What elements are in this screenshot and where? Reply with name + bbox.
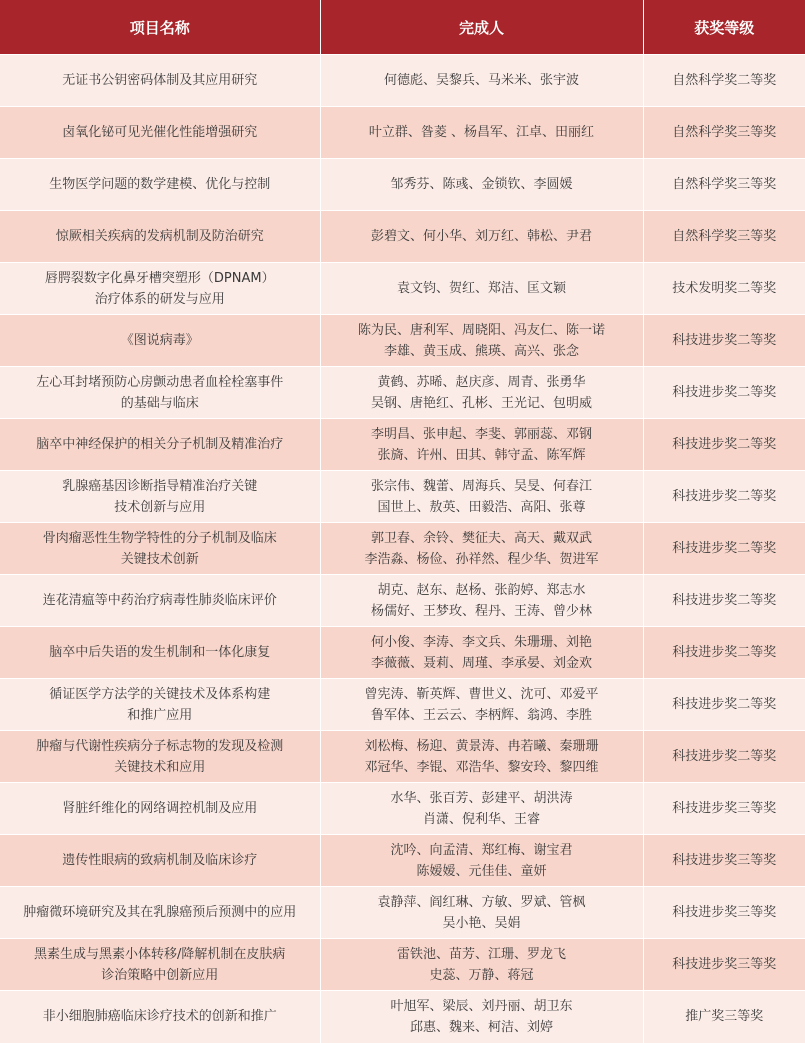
project-name-cell-line: 脑卒中神经保护的相关分子机制及精准治疗	[36, 437, 284, 452]
completers-cell-line: 彭碧文、何小华、刘万红、韩松、尹君	[370, 229, 592, 244]
completers-cell-line: 曾宪涛、靳英辉、曹世义、沈可、邓爱平	[364, 686, 599, 702]
table-row	[0, 419, 805, 471]
project-name-cell	[0, 783, 320, 835]
project-name-cell	[0, 939, 320, 991]
header-completers: 完成人	[320, 0, 643, 55]
completers-cell	[320, 835, 643, 887]
completers-cell-line: 水华、张百芳、彭建平、胡洪涛	[390, 790, 573, 806]
table-row	[0, 523, 805, 575]
table-body	[0, 55, 805, 1043]
completers-cell-line: 邓冠华、李锟、邓浩华、黎安玲、黎四维	[364, 759, 599, 775]
completers-cell-line: 国世上、敖英、田毅浩、高阳、张尊	[377, 499, 586, 515]
award-level-cell: 自然科学奖三等奖	[643, 211, 805, 263]
project-name-cell-line: 乳腺癌基因诊断指导精准治疗关键	[62, 478, 258, 494]
table-row	[0, 211, 805, 263]
completers-cell-line: 黄鹤、苏晞、赵庆彦、周青、张勇华	[377, 374, 586, 390]
award-level-cell: 科技进步奖二等奖	[643, 523, 805, 575]
completers-cell-line: 邹秀芬、陈彧、金锁钦、李圆媛	[390, 177, 573, 192]
award-level-cell: 技术发明奖二等奖	[643, 263, 805, 315]
table-row	[0, 471, 805, 523]
project-name-cell	[0, 211, 320, 263]
project-name-cell	[0, 107, 320, 159]
project-name-cell-line: 卤氧化铋可见光催化性能增强研究	[62, 125, 258, 140]
completers-cell	[320, 211, 643, 263]
project-name-cell	[0, 575, 320, 627]
completers-cell	[320, 55, 643, 107]
project-name-cell-line: 生物医学问题的数学建模、优化与控制	[49, 177, 271, 192]
completers-cell	[320, 991, 643, 1043]
completers-cell-line: 邱惠、魏来、柯洁、刘婷	[409, 1019, 553, 1035]
award-level-cell: 自然科学奖三等奖	[643, 159, 805, 211]
project-name-cell-line: 遗传性眼病的致病机制及临床诊疗	[62, 853, 258, 868]
award-level-cell: 科技进步奖二等奖	[643, 731, 805, 783]
table-row	[0, 575, 805, 627]
table-row	[0, 783, 805, 835]
completers-cell-line: 叶旭军、梁辰、刘丹丽、胡卫东	[390, 998, 573, 1014]
project-name-cell	[0, 679, 320, 731]
award-level-cell: 科技进步奖二等奖	[643, 471, 805, 523]
completers-cell-line: 肖潇、倪利华、王睿	[422, 811, 540, 827]
completers-cell-line: 张旖、许州、田其、韩守孟、陈军辉	[377, 447, 586, 463]
table-row	[0, 315, 805, 367]
completers-cell	[320, 679, 643, 731]
project-name-cell-line: 连花清瘟等中药治疗病毒性肺炎临床评价	[42, 593, 277, 608]
project-name-cell-line: 惊厥相关疾病的发病机制及防治研究	[55, 229, 264, 244]
completers-cell-line: 吴钢、唐艳红、孔彬、王光记、包明威	[370, 395, 592, 411]
project-name-cell	[0, 887, 320, 939]
project-name-cell-line: 和推广应用	[127, 707, 193, 723]
completers-cell	[320, 783, 643, 835]
table-row	[0, 939, 805, 991]
completers-cell	[320, 263, 643, 315]
completers-cell-line: 张宗伟、魏蕾、周海兵、吴旻、何春江	[370, 478, 592, 494]
award-level-cell: 科技进步奖二等奖	[643, 679, 805, 731]
project-name-cell-line: 《图说病毒》	[120, 333, 199, 348]
award-level-cell: 科技进步奖三等奖	[643, 939, 805, 991]
project-name-cell-line: 无证书公钥密码体制及其应用研究	[62, 73, 258, 88]
project-name-cell	[0, 731, 320, 783]
project-name-cell-line: 肾脏纤维化的网络调控机制及应用	[62, 801, 258, 816]
project-name-cell	[0, 523, 320, 575]
completers-cell	[320, 471, 643, 523]
project-name-cell-line: 脑卒中后失语的发生机制和一体化康复	[49, 645, 271, 660]
project-name-cell-line: 非小细胞肺癌临床诊疗技术的创新和推广	[42, 1009, 277, 1025]
completers-cell	[320, 367, 643, 419]
award-level-cell: 科技进步奖二等奖	[643, 315, 805, 367]
completers-cell-line: 刘松梅、杨迎、黄景涛、冉若曦、秦珊珊	[364, 738, 599, 754]
completers-cell-line: 史蕊、万静、蒋冠	[429, 967, 534, 983]
completers-cell	[320, 887, 643, 939]
completers-cell-line: 李薇薇、聂莉、周瑾、李承晏、刘金欢	[370, 655, 592, 671]
project-name-cell	[0, 367, 320, 419]
project-name-cell	[0, 835, 320, 887]
completers-cell	[320, 523, 643, 575]
project-name-cell	[0, 991, 320, 1043]
project-name-cell-line: 左心耳封堵预防心房颤动患者血栓栓塞事件	[36, 374, 284, 390]
completers-cell-line: 何小俊、李涛、李文兵、朱珊珊、刘艳	[370, 634, 592, 650]
table-row	[0, 731, 805, 783]
project-name-cell	[0, 55, 320, 107]
project-name-cell	[0, 315, 320, 367]
project-name-cell-line: 肿瘤微环境研究及其在乳腺癌预后预测中的应用	[23, 905, 297, 920]
table-row	[0, 107, 805, 159]
completers-cell	[320, 107, 643, 159]
award-level-cell: 科技进步奖二等奖	[643, 627, 805, 679]
table-row	[0, 159, 805, 211]
completers-cell	[320, 575, 643, 627]
completers-cell-line: 吴小艳、吴娟	[442, 915, 521, 931]
project-name-cell-line: 关键技术创新	[120, 551, 199, 567]
completers-cell-line: 袁静萍、阎红琳、方敏、罗斌、管枫	[377, 894, 586, 910]
award-level-cell: 科技进步奖三等奖	[643, 887, 805, 939]
completers-cell-line: 郭卫春、余铃、樊征夫、高天、戴双武	[370, 530, 592, 546]
completers-cell-line: 雷铁池、苗芳、江珊、罗龙飞	[396, 946, 566, 962]
table-row	[0, 263, 805, 315]
project-name-cell	[0, 263, 320, 315]
project-name-cell-line: 治疗体系的研发与应用	[94, 291, 225, 307]
project-name-cell	[0, 419, 320, 471]
completers-cell	[320, 939, 643, 991]
completers-cell-line: 何德彪、吴黎兵、马米米、张宇波	[383, 73, 579, 88]
completers-cell-line: 叶立群、昝菱 、杨昌军、江卓、田丽红	[368, 125, 595, 140]
project-name-cell-line: 诊治策略中创新应用	[101, 967, 219, 983]
award-level-cell: 推广奖三等奖	[643, 991, 805, 1043]
project-name-cell	[0, 159, 320, 211]
award-level-cell: 科技进步奖三等奖	[643, 783, 805, 835]
project-name-cell-line: 技术创新与应用	[114, 499, 206, 515]
project-name-cell-line: 唇腭裂数字化鼻牙槽突塑形（DPNAM）	[44, 270, 275, 286]
table-row	[0, 835, 805, 887]
completers-cell-line: 陈嫒嫒、元佳佳、童妍	[416, 863, 547, 879]
award-level-cell: 科技进步奖二等奖	[643, 575, 805, 627]
completers-cell-line: 胡克、赵东、赵杨、张韵婷、郑志水	[377, 582, 586, 598]
table-row	[0, 55, 805, 107]
header-award-level: 获奖等级	[643, 0, 805, 55]
completers-cell-line: 杨儒好、王梦玫、程丹、王涛、曾少林	[370, 603, 592, 619]
completers-cell	[320, 315, 643, 367]
project-name-cell-line: 骨肉瘤恶性生物学特性的分子机制及临床	[42, 530, 277, 546]
completers-cell	[320, 159, 643, 211]
project-name-cell	[0, 627, 320, 679]
completers-cell-line: 沈吟、向孟清、郑红梅、谢宝君	[390, 842, 573, 858]
award-level-cell: 自然科学奖三等奖	[643, 107, 805, 159]
table-row	[0, 627, 805, 679]
completers-cell-line: 鲁军体、王云云、李柄辉、翁鸿、李胜	[370, 707, 592, 723]
project-name-cell-line: 黑素生成与黑素小体转移/降解机制在皮肤病	[34, 946, 286, 962]
award-level-cell: 自然科学奖二等奖	[643, 55, 805, 107]
project-name-cell	[0, 471, 320, 523]
project-name-cell-line: 循证医学方法学的关键技术及体系构建	[49, 686, 271, 702]
award-level-cell: 科技进步奖二等奖	[643, 419, 805, 471]
completers-cell	[320, 419, 643, 471]
project-name-cell-line: 肿瘤与代谢性疾病分子标志物的发现及检测	[36, 738, 284, 754]
project-name-cell-line: 关键技术和应用	[114, 759, 206, 775]
table-row	[0, 679, 805, 731]
completers-cell-line: 李明昌、张申起、李斐、郭丽蕊、邓钢	[370, 426, 592, 442]
award-level-cell: 科技进步奖三等奖	[643, 835, 805, 887]
table-row	[0, 991, 805, 1043]
completers-cell-line: 陈为民、唐利军、周晓阳、冯友仁、陈一诺	[357, 322, 605, 338]
completers-cell-line: 李浩淼、杨俭、孙祥然、程少华、贺进军	[364, 551, 599, 567]
completers-cell-line: 李雄、黄玉成、熊瑛、高兴、张念	[383, 343, 579, 359]
award-level-cell: 科技进步奖二等奖	[643, 367, 805, 419]
completers-cell	[320, 731, 643, 783]
table-header	[0, 0, 805, 55]
header-row	[0, 0, 805, 55]
table-row	[0, 367, 805, 419]
header-project-name: 项目名称	[0, 0, 320, 55]
completers-cell-line: 袁文钧、贺红、郑洁、匡文颖	[396, 281, 566, 296]
completers-cell	[320, 627, 643, 679]
table-row	[0, 887, 805, 939]
project-name-cell-line: 的基础与临床	[120, 395, 199, 411]
